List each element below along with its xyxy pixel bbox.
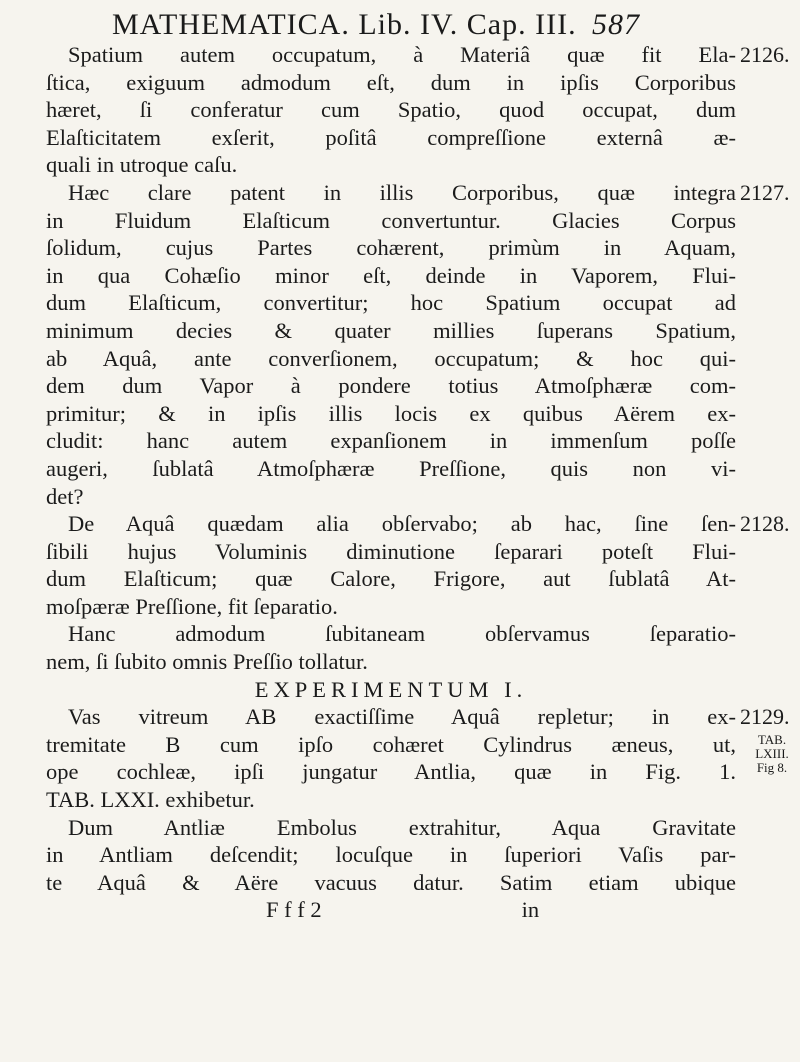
text-line: TAB. LXXI. exhibetur. bbox=[46, 787, 255, 813]
catchline bbox=[46, 896, 736, 924]
text-line: in qua Cohæſio minor eſt, deinde in Vaporem, Flui- bbox=[46, 262, 736, 288]
signature-mark: F f f 2 bbox=[266, 897, 322, 923]
text-line: det? bbox=[46, 483, 84, 509]
plate-ref-tab: TAB. bbox=[757, 732, 787, 747]
text-line: moſpæræ Preſſione, fit ſeparatio. bbox=[46, 593, 338, 619]
text-line: ſolidum, cujus Partes cohærent, primùm in Aquam, bbox=[46, 235, 736, 261]
text-line: Spatium autem occupatum, à Materiâ quæ fit Ela- bbox=[68, 42, 736, 67]
text-line: dum Elaſticum; quæ Calore, Frigore, aut ſublatâ At- bbox=[46, 566, 736, 592]
text-line: hæret, ſi conferatur cum Spatio, quod occupat, dum bbox=[46, 97, 736, 123]
text-line: cludit: hanc autem expanſionem in immenſum poſſe bbox=[46, 428, 736, 454]
text-line: Vas vitreum AB exactiſſime Aquâ repletur; in ex- bbox=[68, 704, 736, 730]
text-line: ab Aquâ, ante converſionem, occupatum; & hoc qui- bbox=[46, 345, 736, 371]
text-line: De Aquâ quædam alia obſervabo; ab hac, ſine ſen- bbox=[68, 511, 736, 537]
margin-paragraph-number: 2127. bbox=[740, 180, 790, 205]
margin-paragraph-number: 2128. bbox=[740, 511, 790, 537]
margin-plate-reference bbox=[752, 733, 792, 775]
text-line: Elaſticitatem exſerit, poſitâ compreſſione externâ æ- bbox=[46, 124, 736, 150]
running-title: MATHEMATICA. Lib. IV. Cap. III. bbox=[112, 8, 577, 41]
text-line: augeri, ſublatâ Atmoſphæræ Preſſione, quis non vi- bbox=[46, 455, 736, 481]
text-line: dum Elaſticum, convertitur; hoc Spatium occupat ad bbox=[46, 290, 736, 316]
text-line: te Aquâ & Aëre vacuus datur. Satim etiam ubique bbox=[46, 869, 736, 895]
text-line: primitur; & in ipſis illis locis ex quibus Aërem ex- bbox=[46, 400, 736, 426]
text-line: Hanc admodum ſubitaneam obſervamus ſeparatio- bbox=[68, 621, 736, 647]
catchword: in bbox=[521, 897, 540, 923]
text-line: quali in utroque caſu. bbox=[46, 152, 238, 178]
section-heading: EXPERIMENTUM I. bbox=[254, 676, 528, 702]
page-number: 587 bbox=[592, 8, 640, 41]
text-line: dem dum Vapor à pondere totius Atmoſphæræ com- bbox=[46, 373, 736, 399]
plate-ref-tab-no: LXIII. bbox=[755, 746, 789, 761]
margin-paragraph-number: 2126. bbox=[740, 42, 790, 67]
text-line: tremitate B cum ipſo cohæret Cylindrus æneus, ut, bbox=[46, 731, 736, 757]
margin-paragraph-number: 2129. bbox=[740, 704, 790, 730]
text-line: ope cochleæ, ipſi jungatur Antlia, quæ in Fig. 1. bbox=[46, 759, 736, 785]
text-line: in Antliam deſcendit; locuſque in ſuperiori Vaſis par- bbox=[46, 842, 736, 868]
plate-ref-fig: Fig 8. bbox=[756, 760, 788, 775]
text-line: ſtica, exiguum admodum eſt, dum in ipſis Corporibus bbox=[46, 69, 736, 95]
text-line: Hæc clare patent in illis Corporibus, quæ integra bbox=[68, 179, 736, 205]
text-line: Dum Antliæ Embolus extrahitur, Aqua Gravitate bbox=[68, 814, 736, 840]
text-line: minimum decies & quater millies ſuperans Spatium, bbox=[46, 317, 736, 343]
text-line: ſibili hujus Voluminis diminutione ſeparari poteſt Flui- bbox=[46, 538, 736, 564]
text-line: nem, ſi ſubito omnis Preſſio tollatur. bbox=[46, 649, 368, 675]
body-text bbox=[46, 41, 736, 924]
text-line: in Fluidum Elaſticum convertuntur. Glacies Corpus bbox=[46, 207, 736, 233]
